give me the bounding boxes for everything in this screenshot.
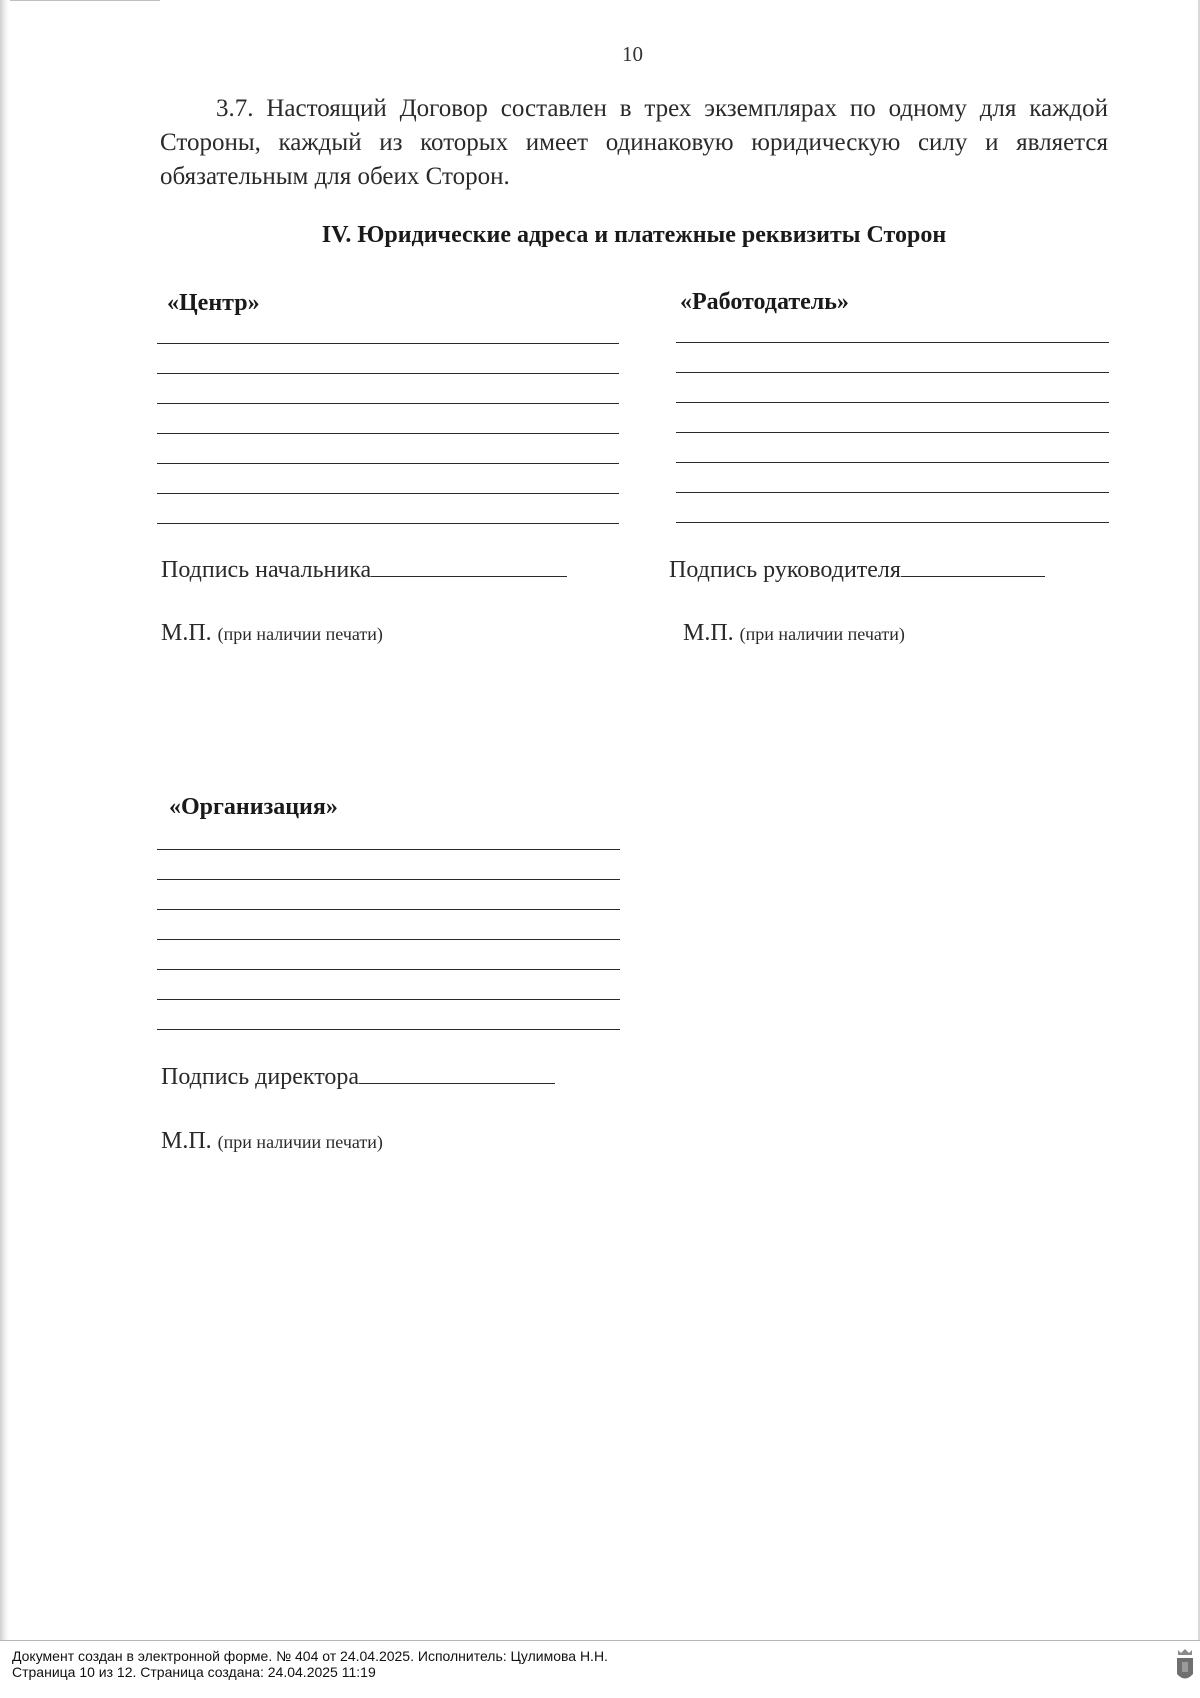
blank-line — [676, 342, 1109, 343]
party-title-organization: «Организация» — [169, 794, 338, 820]
stamp-organization — [161, 1128, 383, 1155]
signature-label-organization: Подпись директора — [161, 1064, 360, 1090]
center-requisites-lines — [157, 343, 619, 553]
stamp-note-center: (при наличии печати) — [217, 624, 383, 644]
blank-line — [157, 1029, 620, 1030]
blank-line — [676, 522, 1109, 523]
footer-rule — [0, 1640, 1200, 1641]
stamp-label-employer: М.П. — [683, 620, 734, 646]
stamp-label-organization: М.П. — [161, 1128, 212, 1154]
signature-label-center: Подпись начальника — [161, 557, 372, 583]
section-title: IV. Юридические адреса и платежные реквизиты Сторон — [321, 222, 947, 248]
signature-blank-organization — [359, 1065, 555, 1084]
blank-line — [676, 492, 1109, 493]
stamp-note-organization: (при наличии печати) — [217, 1132, 383, 1152]
blank-line — [157, 909, 620, 910]
signature-organization — [161, 1064, 555, 1091]
blank-line — [157, 463, 619, 464]
coat-of-arms-icon — [1176, 1648, 1194, 1684]
signature-employer — [669, 557, 1045, 584]
blank-line — [157, 969, 620, 970]
stamp-center — [161, 620, 383, 647]
paragraph-3-7 — [160, 92, 1108, 194]
paragraph-3-7-text: 3.7. Настоящий Договор составлен в трех экземплярах по одному для каждой Стороны, каждый из которых имеет одинаковую юридическую силу и является обязательным для обеих Сторон. — [160, 95, 1108, 190]
top-edge-line — [10, 0, 160, 1]
blank-line — [676, 432, 1109, 433]
blank-line — [157, 493, 619, 494]
blank-line — [157, 879, 620, 880]
blank-line — [157, 343, 619, 344]
signature-label-employer: Подпись руководителя — [669, 557, 901, 583]
blank-line — [157, 373, 619, 374]
blank-line — [157, 433, 619, 434]
stamp-note-employer: (при наличии печати) — [739, 624, 905, 644]
footer — [12, 1648, 608, 1680]
party-title-employer: «Работодатель» — [680, 289, 849, 315]
footer-line-1: Документ создан в электронной форме. № 404 от 24.04.2025. Исполнитель: Цулимова Н.Н. — [12, 1648, 608, 1664]
page-number: 10 — [622, 42, 643, 66]
signature-blank-center — [371, 558, 567, 577]
party-title-center: «Центр» — [167, 290, 260, 316]
signature-blank-employer — [901, 558, 1045, 577]
signature-center — [161, 557, 567, 584]
organization-requisites-lines — [157, 849, 620, 1059]
blank-line — [676, 462, 1109, 463]
page-edge-shadow — [0, 0, 9, 1640]
blank-line — [157, 523, 619, 524]
blank-line — [157, 403, 619, 404]
stamp-label-center: М.П. — [161, 620, 212, 646]
employer-requisites-lines — [676, 342, 1109, 552]
stamp-employer — [683, 620, 905, 647]
blank-line — [676, 372, 1109, 373]
blank-line — [676, 402, 1109, 403]
blank-line — [157, 999, 620, 1000]
footer-line-2: Страница 10 из 12. Страница создана: 24.04.2025 11:19 — [12, 1664, 376, 1680]
blank-line — [157, 849, 620, 850]
blank-line — [157, 939, 620, 940]
